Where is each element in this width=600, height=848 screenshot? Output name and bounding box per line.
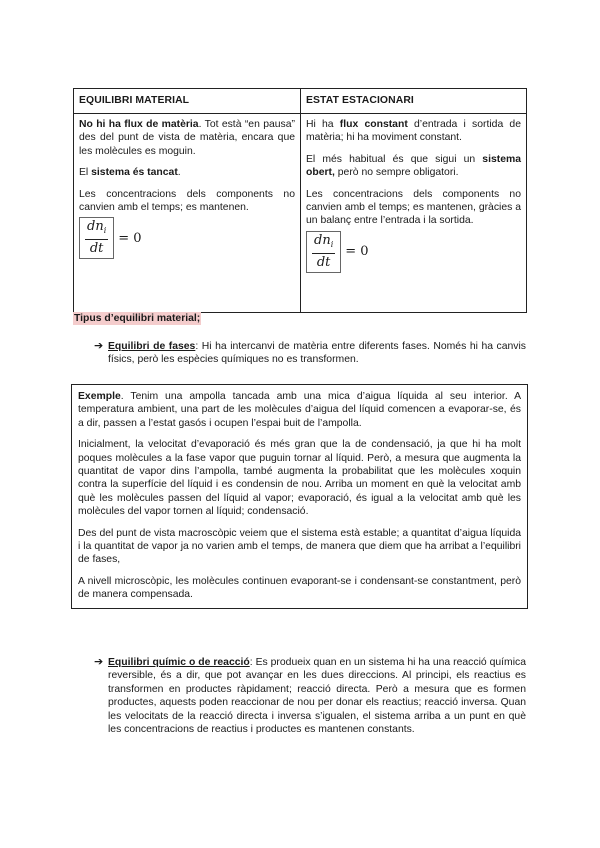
right-paragraph-3: Les concentracions dels components no canvien amb el temps; es mantenen, gràcies a un balanç entre l’entrada i la sortida. [306, 188, 521, 227]
right-formula-den: dt [316, 254, 331, 270]
right-p1-rest: d’entrada i sortida de matèria; hi ha moviment constant. [306, 119, 521, 144]
right-p2-post: però no sempre obligatori. [334, 167, 459, 179]
left-paragraph-2 [79, 166, 295, 179]
header-estat-estacionari: ESTAT ESTACIONARI [301, 89, 527, 114]
arrow-icon: ➔ [94, 340, 104, 352]
left-formula-num: dn [87, 219, 104, 235]
right-paragraph-1 [306, 118, 521, 145]
right-paragraph-2 [306, 153, 521, 180]
right-formula-eq: = 0 [345, 244, 369, 260]
left-paragraph-3: Les concentracions dels components no canvien amb el temps; es mantenen. [79, 188, 295, 214]
example-box [71, 384, 528, 609]
example-paragraph-1 [78, 390, 521, 430]
left-formula-eq: = 0 [118, 230, 142, 246]
left-formula [79, 217, 142, 259]
left-p1-rest: . Tot està “en pausa” des del punt de vista de matèria, encara que les molècules es moguin. [79, 119, 295, 157]
cell-estat-estacionari [301, 114, 527, 313]
bullet-equilibri-quimic [94, 656, 526, 736]
example-paragraph-3: Des del punt de vista macroscòpic veiem que el sistema està estable; a quantitat d’aigua líquida i la quantitat de vapor ja no varien amb el temps, de manera que diem que ha arribat a l’equilibri de fases, [78, 527, 521, 566]
left-formula-fraction [79, 217, 114, 259]
example-paragraph-4: A nivell microscòpic, les molècules continuen evaporant-se i condensant-se constantment, però de manera compensada. [78, 575, 521, 601]
right-formula-num: dn [314, 232, 331, 248]
left-formula-den: dt [89, 241, 104, 257]
example-label: Exemple [78, 391, 121, 402]
left-p2-post: . [177, 167, 181, 179]
header-equilibri-material: EQUILIBRI MATERIAL [74, 89, 301, 114]
right-p2-pre: El més habitual és que sigui un [306, 153, 483, 165]
left-p2-pre: El [79, 167, 92, 179]
right-formula [306, 231, 369, 273]
right-formula-fraction [306, 231, 341, 273]
cell-equilibri-material [74, 114, 301, 313]
bullet-text [108, 656, 526, 736]
table-body-row [74, 114, 527, 313]
left-p2-bold: sistema és tancat [91, 167, 178, 179]
right-p1-pre: Hi ha [306, 119, 340, 130]
arrow-icon: ➔ [94, 656, 104, 668]
left-p1-bold: No hi ha flux de matèria [79, 119, 199, 130]
right-p2-bold: sistema obert, [306, 153, 521, 179]
bullet-term: Equilibri de fases [108, 341, 196, 352]
bullet-text [108, 340, 526, 367]
bullet-description: : Hi ha intercanvi de matèria entre diferents fases. Només hi ha canvis físics, però les espècies químiques no es transformen. [108, 341, 526, 366]
bullet-equilibri-fases [94, 340, 526, 367]
bullet-description: : Es produeix quan en un sistema hi ha una reacció química reversible, és a dir, que pot avançar en les dues direccions. Al principi, els reactius es transformen en productes ràpidament; reacció directa. Però a mesura que es formen productes, aquests poden reaccionar de nou per donar els reactius; reacció inversa. Quan les velocitats de la reacció directa i inversa s’igualen, el sistema arriba a un punt en què les concentracions de reactius i productes es mantenen constants. [108, 657, 526, 736]
left-formula-sub: i [103, 226, 107, 236]
left-paragraph-1 [79, 118, 295, 158]
table-header-row [74, 89, 527, 114]
example-p1-text: . Tenim una ampolla tancada amb una mica d’aigua líquida al seu interior. A temperatura ambient, una part de les molècules d’aigua del líquid comencen a evaporar-se, és a dir, passen a l’estat gasós i ocupen l’espai buit de l’ampolla. [78, 391, 521, 429]
example-paragraph-2: Inicialment, la velocitat d’evaporació és més gran que la de condensació, ja que hi ha molt poques molècules a la fase vapor que puguin tornar al líquid. Però, a mesura que augmenta la quantitat de vapor dins l’ampolla, també augmenta la probabilitat que les molècules xoquin contra la superfície del líquid i es condensin de nou. Arriba un moment en què la velocitat amb què les molècules passen del líquid al vapor; evaporació, és igual a la velocitat amb què les molècules del vapor tornen al líquid; condensació. [78, 439, 521, 518]
right-p1-bold: flux constant [339, 119, 408, 130]
bullet-term: Equilibri químic o de reacció [108, 657, 250, 668]
comparison-table [73, 88, 527, 313]
right-formula-sub: i [330, 239, 334, 249]
types-heading: Tipus d’equilibri material; [74, 313, 201, 324]
